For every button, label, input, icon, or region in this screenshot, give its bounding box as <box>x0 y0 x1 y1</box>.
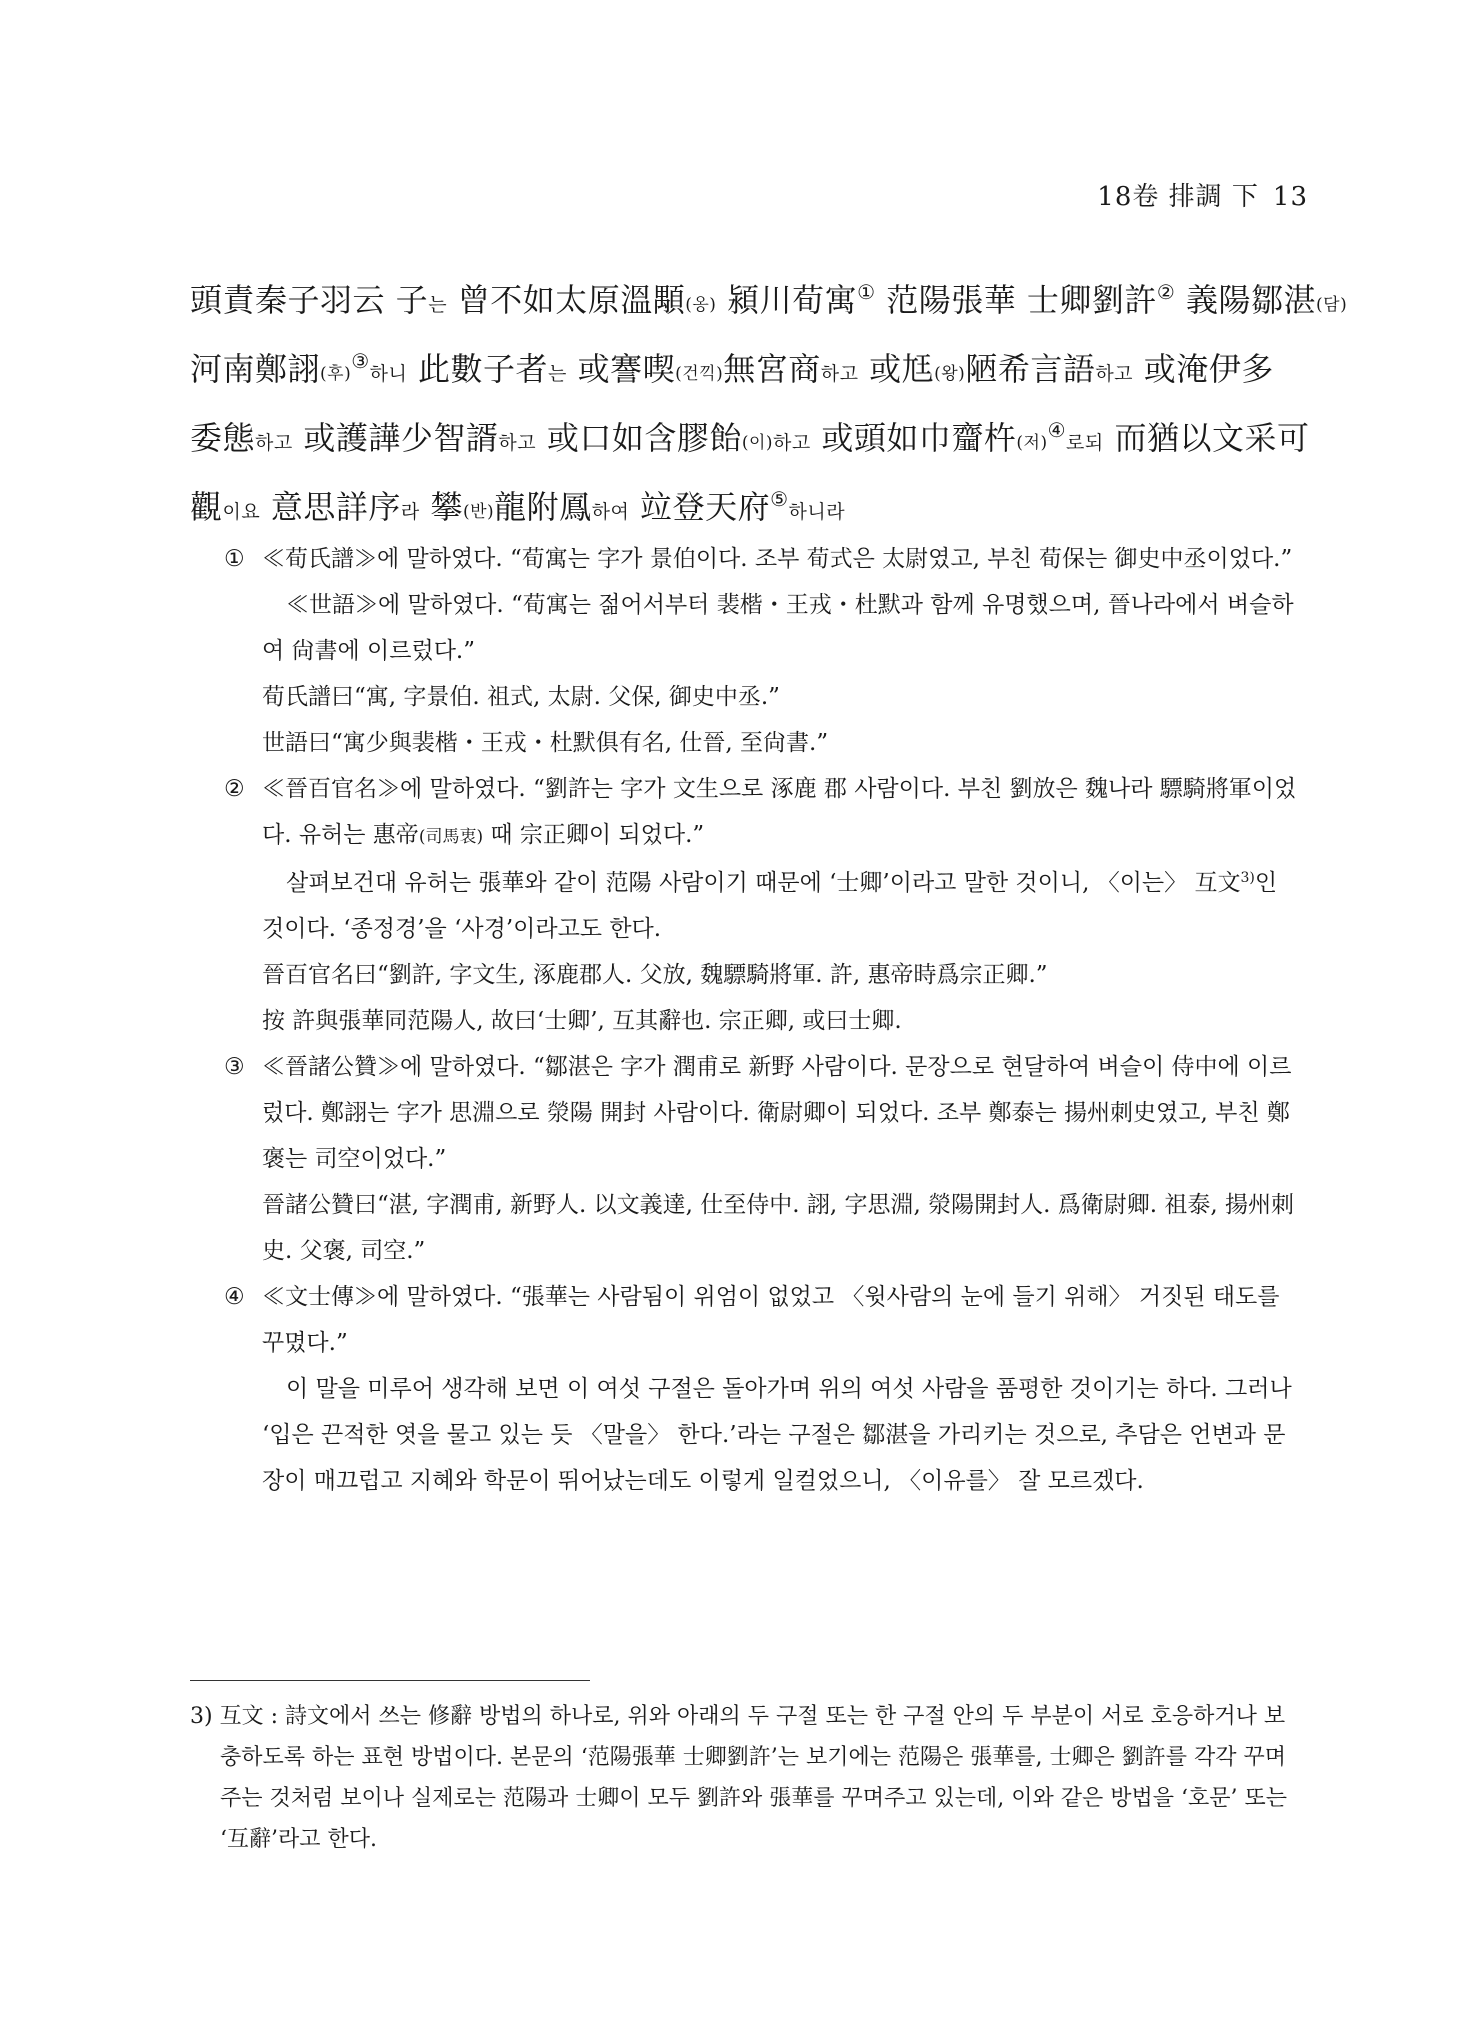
running-header <box>1097 176 1308 213</box>
hanmun-text: 或頭如巾齏杵 <box>821 419 1017 457</box>
particle: 로되 <box>1066 432 1104 454</box>
hanmun-text: 曾不如太原溫顒 <box>457 281 686 319</box>
commentary-notes <box>224 536 1298 1504</box>
hanmun-text: 龍附鳳 <box>494 488 592 526</box>
note-text: ≪晉諸公贊≫에 말하였다. “鄒湛은 字가 潤甫로 新野 사람이다. 문장으로 현달하여 벼슬이 侍中에 이르렀다. 鄭詡는 字가 思淵으로 滎陽 開封 사람이다. 衛尉卿이 되었다. 조부 鄭泰는 揚州刺史였고, 부친 鄭褒는 司空이었다.” <box>262 1054 1292 1172</box>
particle: 하니 <box>369 363 408 385</box>
main-text-line <box>190 268 1348 337</box>
particle: 하고 <box>1095 363 1134 385</box>
note-text: ≪荀氏譜≫에 말하였다. “荀寓는 字가 景伯이다. 조부 荀式은 太尉였고, 부친 荀保는 御史中丞이었다.” <box>262 546 1293 572</box>
note-number: ③ <box>224 1054 245 1080</box>
hanmun-text: 攀 <box>430 488 463 526</box>
reading-annotation: (왕) <box>934 364 966 384</box>
note-3-original: 晉諸公贊曰“湛, 字潤甫, 新野人. 以文義達, 仕至侍中. 詡, 字思淵, 滎陽開封人. 爲衛尉卿. 祖泰, 揚州刺史. 父褒, 司空.” <box>262 1192 1294 1264</box>
hanmun-text: 或口如含膠飴 <box>546 419 742 457</box>
reading-annotation: (옹) <box>685 295 717 315</box>
hanmun-text: 竝登天府 <box>640 488 771 526</box>
main-text-line <box>190 406 1310 475</box>
reading-annotation: (후) <box>320 364 352 384</box>
main-text-line <box>190 337 1290 406</box>
reading-annotation: (이) <box>741 433 774 453</box>
hanmun-text: 或尪 <box>869 350 935 388</box>
hanmun-text: 陋希言語 <box>965 350 1096 388</box>
note-1-paragraph: ≪世語≫에 말하였다. “荀寓는 젊어서부터 裴楷・王戎・杜默과 함께 유명했으며, 晉나라에서 벼슬하여 尙書에 이르렀다.” <box>262 592 1294 664</box>
note-3 <box>224 1044 1298 1182</box>
hanmun-text: 觀 <box>190 488 223 526</box>
note-4-paragraph: 이 말을 미루어 생각해 보면 이 여섯 구절은 돌아가며 위의 여섯 사람을 품평한 것이기는 하다. 그러나 ‘입은 끈적한 엿을 물고 있는 듯 〈말을〉 한다.’라는 구절은 鄒湛을 가리키는 것으로, 추담은 언변과 문장이 매끄럽고 지혜와 학문이 뛰어났는데도 이렇게 일컬었으니, 〈이유를〉 잘 모르겠다. <box>262 1376 1292 1494</box>
hanmun-text: 而猶以文采可 <box>1114 419 1310 457</box>
main-text-line <box>190 475 1290 544</box>
note-1 <box>224 536 1298 582</box>
particle: 하고 <box>773 432 811 454</box>
note-number: ② <box>224 776 245 802</box>
particle: 하고 <box>498 432 537 454</box>
note-4 <box>224 1274 1298 1366</box>
hanmun-text: 潁川荀寓 <box>727 281 858 319</box>
particle: 이요 <box>222 501 261 523</box>
note-text: 때 宗正卿이 되었다.” <box>483 822 705 848</box>
hanmun-text: 范陽張華 士卿劉許 <box>886 281 1157 319</box>
particle: 하니라 <box>788 501 846 523</box>
particle: 하고 <box>820 363 859 385</box>
note-1-original: 荀氏譜曰“寓, 字景伯. 祖式, 太尉. 父保, 御史中丞.” <box>262 684 780 710</box>
note-marker[interactable]: ③ <box>351 349 370 373</box>
footnote-divider <box>190 1680 590 1681</box>
hanmun-text: 無宮商 <box>723 350 821 388</box>
hanmun-text: 意思詳序 <box>270 488 401 526</box>
note-marker[interactable]: ② <box>1156 280 1176 304</box>
particle: 하여 <box>591 501 630 523</box>
note-marker[interactable]: ④ <box>1047 418 1067 442</box>
note-text: 인 것이다. ‘종정경’을 ‘사경’이라고도 한다. <box>262 870 1278 942</box>
hanmun-text: 或護譁少智諝 <box>303 419 499 457</box>
hanmun-text: 義陽鄒湛 <box>1186 281 1317 319</box>
note-2-original: 晉百官名曰“劉許, 字文生, 涿鹿郡人. 父放, 魏驃騎將軍. 許, 惠帝時爲宗正卿.” <box>262 962 1048 988</box>
hanmun-text: 或謇喫 <box>577 350 676 388</box>
note-text: ≪晉百官名≫에 말하였다. “劉許는 字가 文生으로 涿鹿 郡 사람이다. 부친 劉放은 魏나라 驃騎將軍이었다. 유허는 惠帝 <box>262 776 1297 848</box>
page-number: 13 <box>1272 182 1308 212</box>
footnote-text: 3) 互文 : 詩文에서 쓰는 修辭 방법의 하나로, 위와 아래의 두 구절 또는 한 구절 안의 두 부분이 서로 호응하거나 보충하도록 하는 표현 방법이다. 본문의 ‘范陽張華 士卿劉許’는 보기에는 范陽은 張華를, 士卿은 劉許를 각각 꾸며주는 것처럼 보이나 실제로는 范陽과 士卿이 모두 劉許와 張華를 꾸며주고 있는데, 이와 같은 방법을 ‘호문’ 또는 ‘互辭’라고 한다. <box>190 1704 1287 1852</box>
note-1-original: 世語曰“寓少與裴楷・王戎・杜默俱有名, 仕晉, 至尙書.” <box>262 730 829 756</box>
note-number: ④ <box>224 1284 245 1310</box>
hanmun-text: 此數子者 <box>418 350 549 388</box>
hanmun-text: 委態 <box>190 419 256 457</box>
footnote <box>190 1696 1296 1860</box>
footnote-ref[interactable]: 3) <box>1240 870 1255 886</box>
note-marker[interactable]: ① <box>857 280 876 304</box>
running-title: 18卷 排調 下 <box>1097 182 1259 212</box>
note-number: ① <box>224 546 245 572</box>
reading-annotation: (반) <box>462 502 495 522</box>
reading-annotation: (저) <box>1016 433 1048 453</box>
hanmun-text: 或淹伊多 <box>1143 350 1274 388</box>
hanmun-text: 河南鄭詡 <box>190 350 321 388</box>
note-marker[interactable]: ⑤ <box>770 487 789 511</box>
note-text: 살펴보건대 유허는 張華와 같이 范陽 사람이기 때문에 ‘士卿’이라고 말한 것이니, 〈이는〉 互文 <box>286 870 1241 896</box>
note-2 <box>224 766 1298 860</box>
note-annotation: (司馬衷) <box>418 827 484 847</box>
main-text <box>190 268 1348 544</box>
particle: 는 <box>548 363 567 385</box>
note-2-original: 按 許與張華同范陽人, 故曰‘士卿’, 互其辭也. 宗正卿, 或曰士卿. <box>262 1008 902 1034</box>
hanmun-text: 頭責秦子羽云 子 <box>190 281 429 319</box>
particle: 는 <box>428 294 448 316</box>
reading-annotation: (건끽) <box>675 364 724 384</box>
reading-annotation: (담) <box>1316 295 1348 315</box>
note-text: ≪文士傳≫에 말하였다. “張華는 사람됨이 위엄이 없었고 〈윗사람의 눈에 들기 위해〉 거짓된 태도를 꾸몄다.” <box>262 1284 1280 1356</box>
note-2-paragraph <box>224 860 1298 952</box>
particle: 하고 <box>255 432 293 454</box>
particle: 라 <box>400 501 420 523</box>
